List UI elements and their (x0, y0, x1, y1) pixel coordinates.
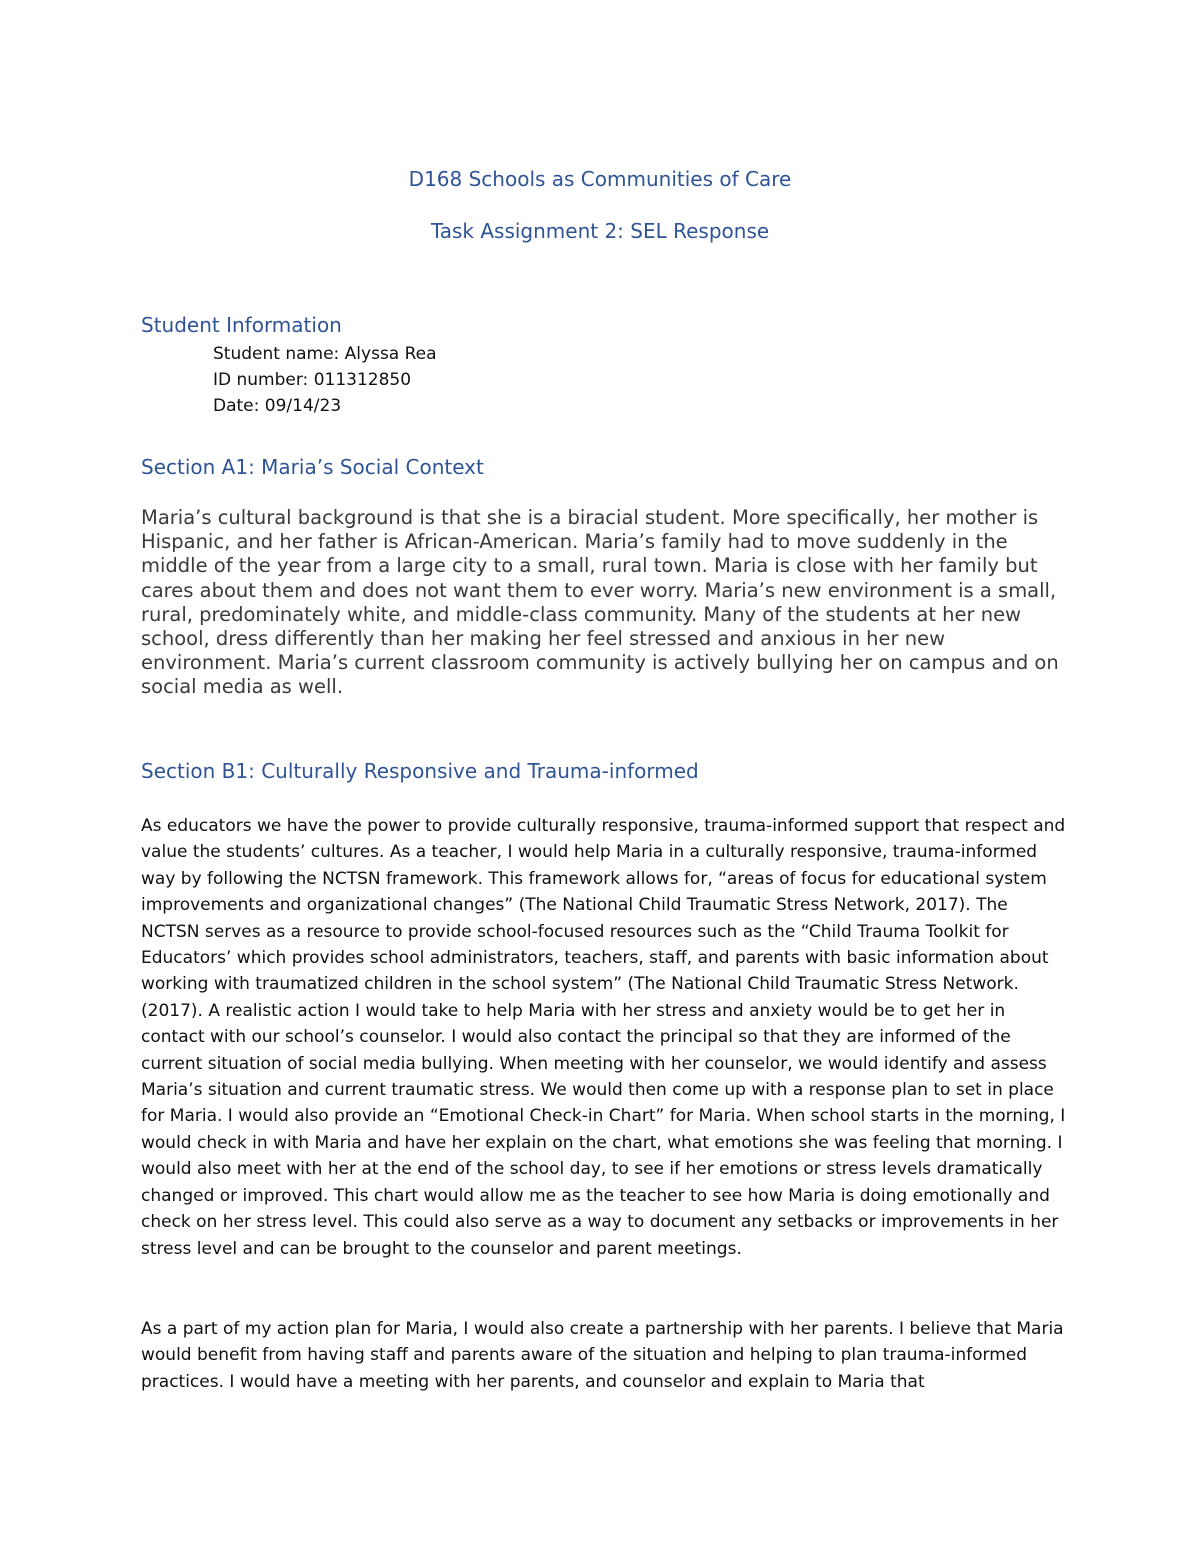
student-id-line (213, 370, 411, 390)
section-a1-body: Maria’s cultural background is that she is a biracial student. More specifically, her mother is Hispanic, and her father is African-American. Maria’s family had to move suddenly in the middle of the year from a large city to a small, rural town. Maria is close with her family but cares about them and does not want them to ever worry. Maria’s new environment is a small, rural, predominately white, and middle-class community. Many of the students at her new school, dress differently than her making her feel stressed and anxious in her new environment. Maria’s current classroom community is actively bullying her on campus and on social media as well. (141, 506, 1059, 699)
student-name-line (213, 344, 437, 364)
date-value: 09/14/23 (264, 396, 342, 416)
section-b1-paragraph-2: As a part of my action plan for Maria, I would also create a partnership with her parents. I believe that Maria would benefit from having staff and parents aware of the situation and helping to plan trauma-informed practices. I would have a meeting with her parents, and counselor and explain to Maria that (141, 1319, 1064, 1392)
section-b1-heading: Section B1: Culturally Responsive and Trauma-informed (141, 759, 699, 783)
student-info-heading: Student Information (141, 313, 342, 337)
document-title: D168 Schools as Communities of Care (408, 167, 792, 191)
date-line (213, 396, 341, 416)
student-name-value: Alyssa Rea (344, 344, 437, 364)
student-id-value: 011312850 (313, 370, 412, 390)
student-name-label: Student name: (213, 344, 340, 364)
document-subtitle: Task Assignment 2: SEL Response (430, 219, 770, 243)
date-label: Date: (213, 396, 260, 416)
section-a1-heading: Section A1: Maria’s Social Context (141, 455, 484, 479)
section-b1-paragraph-1: As educators we have the power to provide culturally responsive, trauma-informed support that respect and value the students’ cultures. As a teacher, I would help Maria in a culturally responsive, trauma-informed way by following the NCTSN framework. This framework allows for, “areas of focus for educational system improvements and organizational changes” (The National Child Traumatic Stress Network, 2017). The NCTSN serves as a resource to provide school-focused resources such as the “Child Trauma Toolkit for Educators’ which provides school administrators, teachers, staff, and parents with basic information about working with traumatized children in the school system” (The National Child Traumatic Stress Network. (2017). A realistic action I would take to help Maria with her stress and anxiety would be to get her in contact with our school’s counselor. I would also contact the principal so that they are informed of the current situation of social media bullying. When meeting with her counselor, we would identify and assess Maria’s situation and current traumatic stress. We would then come up with a response plan to set in place for Maria. I would also provide an “Emotional Check-in Chart” for Maria. When school starts in the morning, I would check in with Maria and have her explain on the chart, what emotions she was feeling that morning. I would also meet with her at the end of the school day, to see if her emotions or stress levels dramatically changed or improved. This chart would allow me as the teacher to see how Maria is doing emotionally and check on her stress level. This could also serve as a way to document any setbacks or improvements in her stress level and can be brought to the counselor and parent meetings. (141, 816, 1066, 1259)
student-id-label: ID number: (213, 370, 309, 390)
